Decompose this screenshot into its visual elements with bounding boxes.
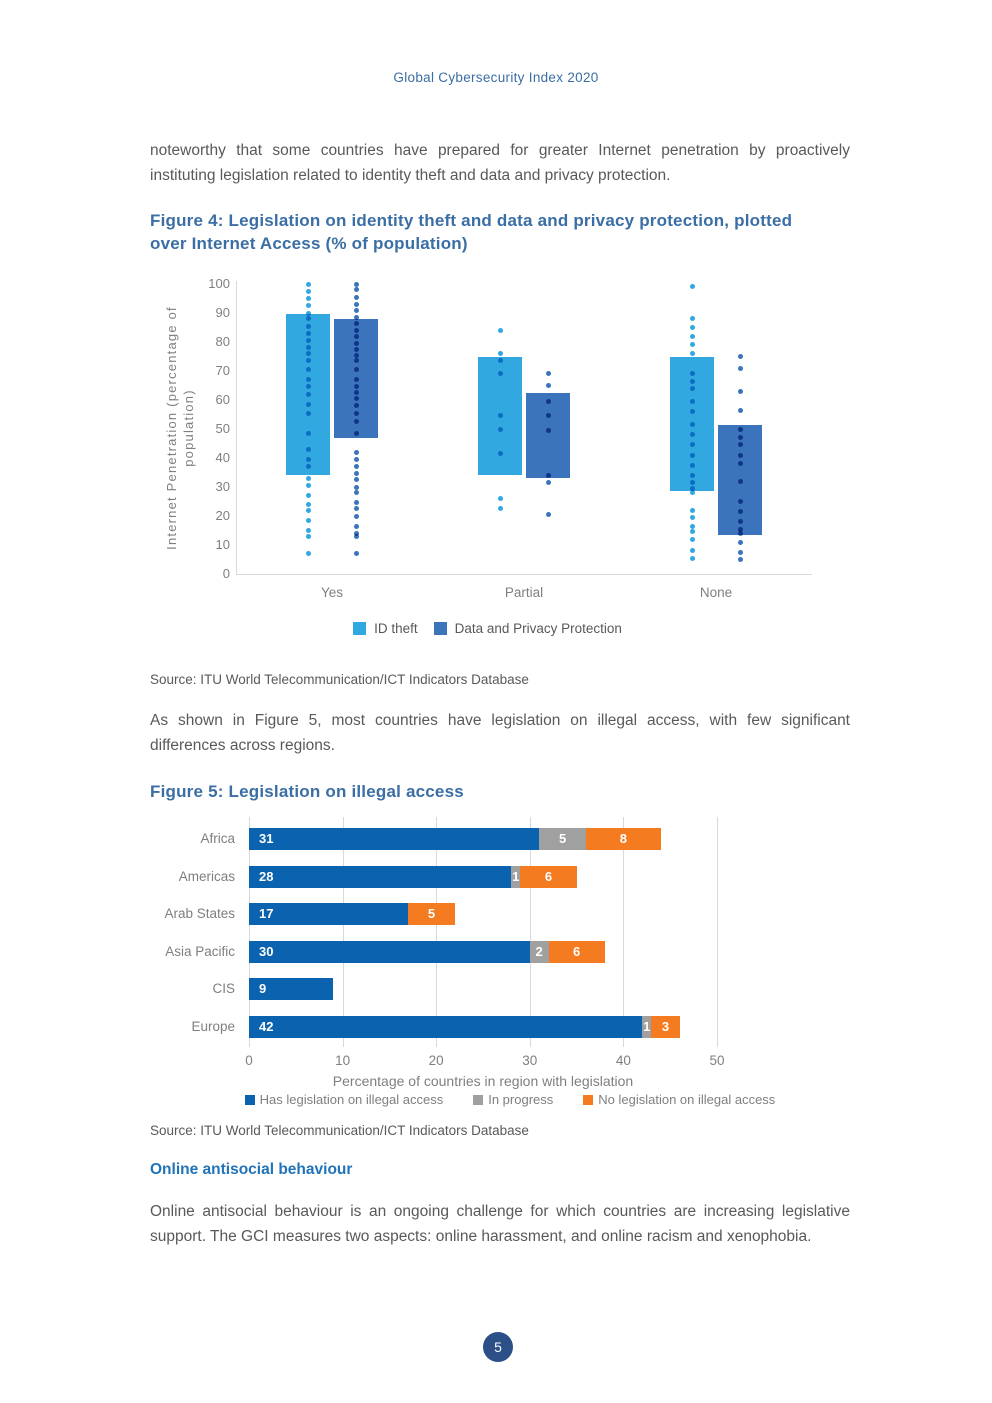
bar-segment-in-progress-asia-pacific: 2 xyxy=(530,941,549,963)
scatter-dot xyxy=(306,377,311,382)
scatter-dot xyxy=(498,427,503,432)
y-axis-title-line: Internet Penetration (percentage of xyxy=(164,306,179,550)
paragraph-line: noteworthy that some countries have prepared for greater Internet penetration by proactively xyxy=(150,142,850,159)
y-tick-label: 10 xyxy=(215,537,230,552)
scatter-dot xyxy=(738,366,743,371)
scatter-dot xyxy=(546,371,551,376)
bar-segment-no-legislation-on-illegal-access-americas: 6 xyxy=(520,866,576,888)
scatter-dot xyxy=(690,556,695,561)
scatter-dot xyxy=(306,402,311,407)
scatter-dot xyxy=(306,464,311,469)
scatter-dot xyxy=(690,325,695,330)
scatter-dot xyxy=(690,379,695,384)
bar-segment-has-legislation-on-illegal-access-cis: 9 xyxy=(249,978,333,1000)
figure5-source: Source: ITU World Telecommunication/ICT Indicators Database xyxy=(150,1123,529,1138)
bar-label-europe: Europe xyxy=(191,1019,235,1034)
legend-swatch-has-legislation-on-illegal-access xyxy=(245,1095,255,1105)
scatter-dot xyxy=(690,399,695,404)
paragraph-line: support. The GCI measures two aspects: online harassment, and online racism and xenophobia. xyxy=(150,1228,812,1245)
scatter-dot xyxy=(498,496,503,501)
y-tick-label: 50 xyxy=(215,421,230,436)
figure4-legend xyxy=(150,619,825,637)
box-data-and-privacy-protection-partial xyxy=(526,393,570,479)
scatter-dot xyxy=(498,351,503,356)
scatter-dot xyxy=(690,422,695,427)
figure4-title-line: Figure 4: Legislation on identity theft and data and privacy protection, plotted xyxy=(150,211,793,230)
x-axis-line xyxy=(236,574,812,575)
scatter-dot xyxy=(354,450,359,455)
bar-segment-no-legislation-on-illegal-access-europe: 3 xyxy=(651,1016,679,1038)
scatter-dot xyxy=(498,358,503,363)
scatter-dot xyxy=(354,347,359,352)
legend-item-id-theft xyxy=(353,621,418,636)
scatter-dot xyxy=(354,308,359,313)
scatter-dot xyxy=(498,451,503,456)
y-tick-label: 90 xyxy=(215,305,230,320)
page-number-badge xyxy=(483,1332,513,1362)
scatter-dot xyxy=(354,411,359,416)
scatter-dot xyxy=(306,311,311,316)
x-category-label-none: None xyxy=(699,585,733,600)
x-category-label-yes: Yes xyxy=(320,585,344,600)
legend-item-in-progress xyxy=(473,1092,553,1107)
scatter-dot xyxy=(354,534,359,539)
y-tick-label: 100 xyxy=(208,276,230,291)
scatter-dot xyxy=(690,537,695,542)
scatter-dot xyxy=(738,453,743,458)
bar-label-cis: CIS xyxy=(212,981,235,997)
figure5-chart xyxy=(150,815,870,1107)
scatter-dot xyxy=(354,334,359,339)
figure4-title xyxy=(150,209,856,255)
y-tick-label: 40 xyxy=(215,450,230,465)
scatter-dot xyxy=(738,389,743,394)
bar-segment-has-legislation-on-illegal-access-europe: 42 xyxy=(249,1016,642,1038)
scatter-dot xyxy=(354,396,359,401)
bar-segment-in-progress-europe: 1 xyxy=(642,1016,651,1038)
scatter-dot xyxy=(738,499,743,504)
scatter-dot xyxy=(354,321,359,326)
y-axis-line xyxy=(236,281,237,575)
scatter-dot xyxy=(306,303,311,308)
scatter-dot xyxy=(690,515,695,520)
page-header-title: Global Cybersecurity Index 2020 xyxy=(393,70,599,85)
scatter-dot xyxy=(690,316,695,321)
section-subheading: Online antisocial behaviour xyxy=(150,1161,353,1178)
scatter-dot xyxy=(690,548,695,553)
x-axis-title: Percentage of countries in region with legislation xyxy=(332,1073,634,1089)
gridline-20 xyxy=(436,817,437,1047)
y-tick-label: 60 xyxy=(215,392,230,407)
bar-segment-has-legislation-on-illegal-access-arab-states: 17 xyxy=(249,903,408,925)
scatter-dot xyxy=(354,514,359,519)
scatter-dot xyxy=(738,519,743,524)
scatter-dot xyxy=(690,334,695,339)
bar-label-africa: Africa xyxy=(200,831,235,846)
scatter-dot xyxy=(354,500,359,505)
legend-swatch-no-legislation-on-illegal-access xyxy=(583,1095,593,1105)
scatter-dot xyxy=(306,518,311,523)
legend-item-no-legislation-on-illegal-access xyxy=(583,1092,775,1107)
scatter-dot xyxy=(306,528,311,533)
figure4-chart xyxy=(150,265,825,653)
scatter-dot xyxy=(738,479,743,484)
page-number: 5 xyxy=(494,1339,502,1355)
x-tick-label: 40 xyxy=(615,1053,631,1068)
scatter-dot xyxy=(306,493,311,498)
scatter-dot xyxy=(546,383,551,388)
scatter-dot xyxy=(306,483,311,488)
scatter-dot xyxy=(306,502,311,507)
scatter-dot xyxy=(690,432,695,437)
scatter-dot xyxy=(306,551,311,556)
scatter-dot xyxy=(354,341,359,346)
bar-segment-in-progress-americas: 1 xyxy=(511,866,520,888)
scatter-dot xyxy=(690,342,695,347)
scatter-dot xyxy=(690,351,695,356)
bar-segment-has-legislation-on-illegal-access-africa: 31 xyxy=(249,828,539,850)
x-tick-label: 0 xyxy=(245,1053,253,1068)
legend-label: Data and Privacy Protection xyxy=(454,620,622,636)
scatter-dot xyxy=(306,282,311,287)
scatter-dot xyxy=(306,331,311,336)
scatter-dot xyxy=(306,316,311,321)
bar-segment-no-legislation-on-illegal-access-africa: 8 xyxy=(586,828,661,850)
gridline-0 xyxy=(249,817,250,1047)
scatter-dot xyxy=(738,435,743,440)
legend-label: ID theft xyxy=(374,620,418,636)
scatter-dot xyxy=(354,457,359,462)
scatter-dot xyxy=(546,473,551,478)
x-tick-label: 20 xyxy=(428,1053,444,1068)
bar-label-arab-states: Arab States xyxy=(164,906,235,922)
legend-swatch-data-and-privacy-protection xyxy=(434,622,447,635)
gridline-30 xyxy=(530,817,531,1047)
figure5-intro-paragraph xyxy=(150,708,850,758)
scatter-dot xyxy=(354,403,359,408)
scatter-dot xyxy=(354,419,359,424)
scatter-dot xyxy=(354,367,359,372)
scatter-dot xyxy=(738,408,743,413)
scatter-dot xyxy=(354,485,359,490)
scatter-dot xyxy=(690,284,695,289)
scatter-dot xyxy=(354,328,359,333)
scatter-dot xyxy=(690,453,695,458)
scatter-dot xyxy=(690,490,695,495)
legend-item-has-legislation-on-illegal-access xyxy=(245,1092,444,1107)
scatter-dot xyxy=(738,531,743,536)
legend-label: Has legislation on illegal access xyxy=(259,1092,444,1107)
scatter-dot xyxy=(738,354,743,359)
scatter-dot xyxy=(306,351,311,356)
scatter-dot xyxy=(306,508,311,513)
scatter-dot xyxy=(690,463,695,468)
figure5-title: Figure 5: Legislation on illegal access xyxy=(150,782,464,801)
scatter-dot xyxy=(354,353,359,358)
x-tick-label: 10 xyxy=(335,1053,351,1068)
scatter-dot xyxy=(306,367,311,372)
scatter-dot xyxy=(498,328,503,333)
scatter-dot xyxy=(306,476,311,481)
scatter-dot xyxy=(354,377,359,382)
scatter-dot xyxy=(354,471,359,476)
y-tick-label: 80 xyxy=(215,334,230,349)
scatter-dot xyxy=(354,315,359,320)
scatter-dot xyxy=(306,392,311,397)
legend-swatch-id-theft xyxy=(353,622,366,635)
scatter-dot xyxy=(354,477,359,482)
bar-segment-no-legislation-on-illegal-access-arab-states: 5 xyxy=(408,903,455,925)
scatter-dot xyxy=(354,506,359,511)
x-tick-label: 50 xyxy=(709,1053,725,1068)
figure4-title-line: over Internet Access (% of population) xyxy=(150,234,468,253)
legend-label: In progress xyxy=(488,1092,554,1107)
scatter-dot xyxy=(738,550,743,555)
scatter-dot xyxy=(306,345,311,350)
scatter-dot xyxy=(690,508,695,513)
x-tick-label: 30 xyxy=(522,1053,538,1068)
bar-label-americas: Americas xyxy=(178,868,235,884)
scatter-dot xyxy=(546,428,551,433)
scatter-dot xyxy=(738,509,743,514)
scatter-dot xyxy=(738,427,743,432)
x-category-label-partial: Partial xyxy=(504,585,544,600)
scatter-dot xyxy=(354,551,359,556)
scatter-dot xyxy=(690,473,695,478)
scatter-dot xyxy=(306,324,311,329)
scatter-dot xyxy=(546,512,551,517)
scatter-dot xyxy=(306,447,311,452)
scatter-dot xyxy=(738,461,743,466)
legend-swatch-in-progress xyxy=(473,1095,483,1105)
scatter-dot xyxy=(354,490,359,495)
paragraph-line: differences across regions. xyxy=(150,737,335,754)
scatter-dot xyxy=(738,557,743,562)
bar-segment-has-legislation-on-illegal-access-asia-pacific: 30 xyxy=(249,941,530,963)
scatter-dot xyxy=(354,302,359,307)
scatter-dot xyxy=(354,524,359,529)
scatter-dot xyxy=(546,399,551,404)
antisocial-paragraph xyxy=(150,1199,850,1249)
bar-segment-in-progress-africa: 5 xyxy=(539,828,586,850)
scatter-dot xyxy=(546,480,551,485)
scatter-dot xyxy=(354,390,359,395)
scatter-dot xyxy=(498,506,503,511)
scatter-dot xyxy=(306,296,311,301)
scatter-dot xyxy=(690,386,695,391)
scatter-dot xyxy=(306,431,311,436)
scatter-dot xyxy=(354,464,359,469)
scatter-dot xyxy=(354,295,359,300)
gridline-10 xyxy=(343,817,344,1047)
y-axis-title xyxy=(163,278,197,578)
legend-item-data-and-privacy-protection xyxy=(434,621,622,636)
scatter-dot xyxy=(306,289,311,294)
scatter-dot xyxy=(738,540,743,545)
bar-segment-no-legislation-on-illegal-access-asia-pacific: 6 xyxy=(549,941,605,963)
scatter-dot xyxy=(690,524,695,529)
y-axis-title-line: population) xyxy=(181,389,196,467)
scatter-dot xyxy=(354,287,359,292)
scatter-dot xyxy=(354,431,359,436)
paragraph-line: instituting legislation related to identity theft and data and privacy protection. xyxy=(150,167,671,184)
gridline-40 xyxy=(623,817,624,1047)
y-tick-label: 0 xyxy=(222,566,230,581)
paragraph-line: As shown in Figure 5, most countries have legislation on illegal access, with few significant xyxy=(150,712,850,729)
legend-label: No legislation on illegal access xyxy=(598,1092,776,1107)
paragraph-line: Online antisocial behaviour is an ongoing challenge for which countries are increasing legislative xyxy=(150,1203,850,1220)
scatter-dot xyxy=(354,282,359,287)
y-tick-label: 30 xyxy=(215,479,230,494)
figure4-source: Source: ITU World Telecommunication/ICT Indicators Database xyxy=(150,672,529,687)
scatter-dot xyxy=(690,480,695,485)
scatter-dot xyxy=(354,358,359,363)
bar-segment-has-legislation-on-illegal-access-americas: 28 xyxy=(249,866,511,888)
scatter-dot xyxy=(306,338,311,343)
figure5-legend xyxy=(150,1092,870,1107)
scatter-dot xyxy=(690,409,695,414)
scatter-dot xyxy=(306,457,311,462)
y-tick-label: 70 xyxy=(215,363,230,378)
scatter-dot xyxy=(690,529,695,534)
scatter-dot xyxy=(690,371,695,376)
bar-label-asia-pacific: Asia Pacific xyxy=(165,943,235,959)
gridline-50 xyxy=(717,817,718,1047)
scatter-dot xyxy=(306,411,311,416)
y-tick-label: 20 xyxy=(215,508,230,523)
intro-paragraph xyxy=(150,138,850,188)
scatter-dot xyxy=(306,534,311,539)
scatter-dot xyxy=(306,358,311,363)
scatter-dot xyxy=(498,371,503,376)
